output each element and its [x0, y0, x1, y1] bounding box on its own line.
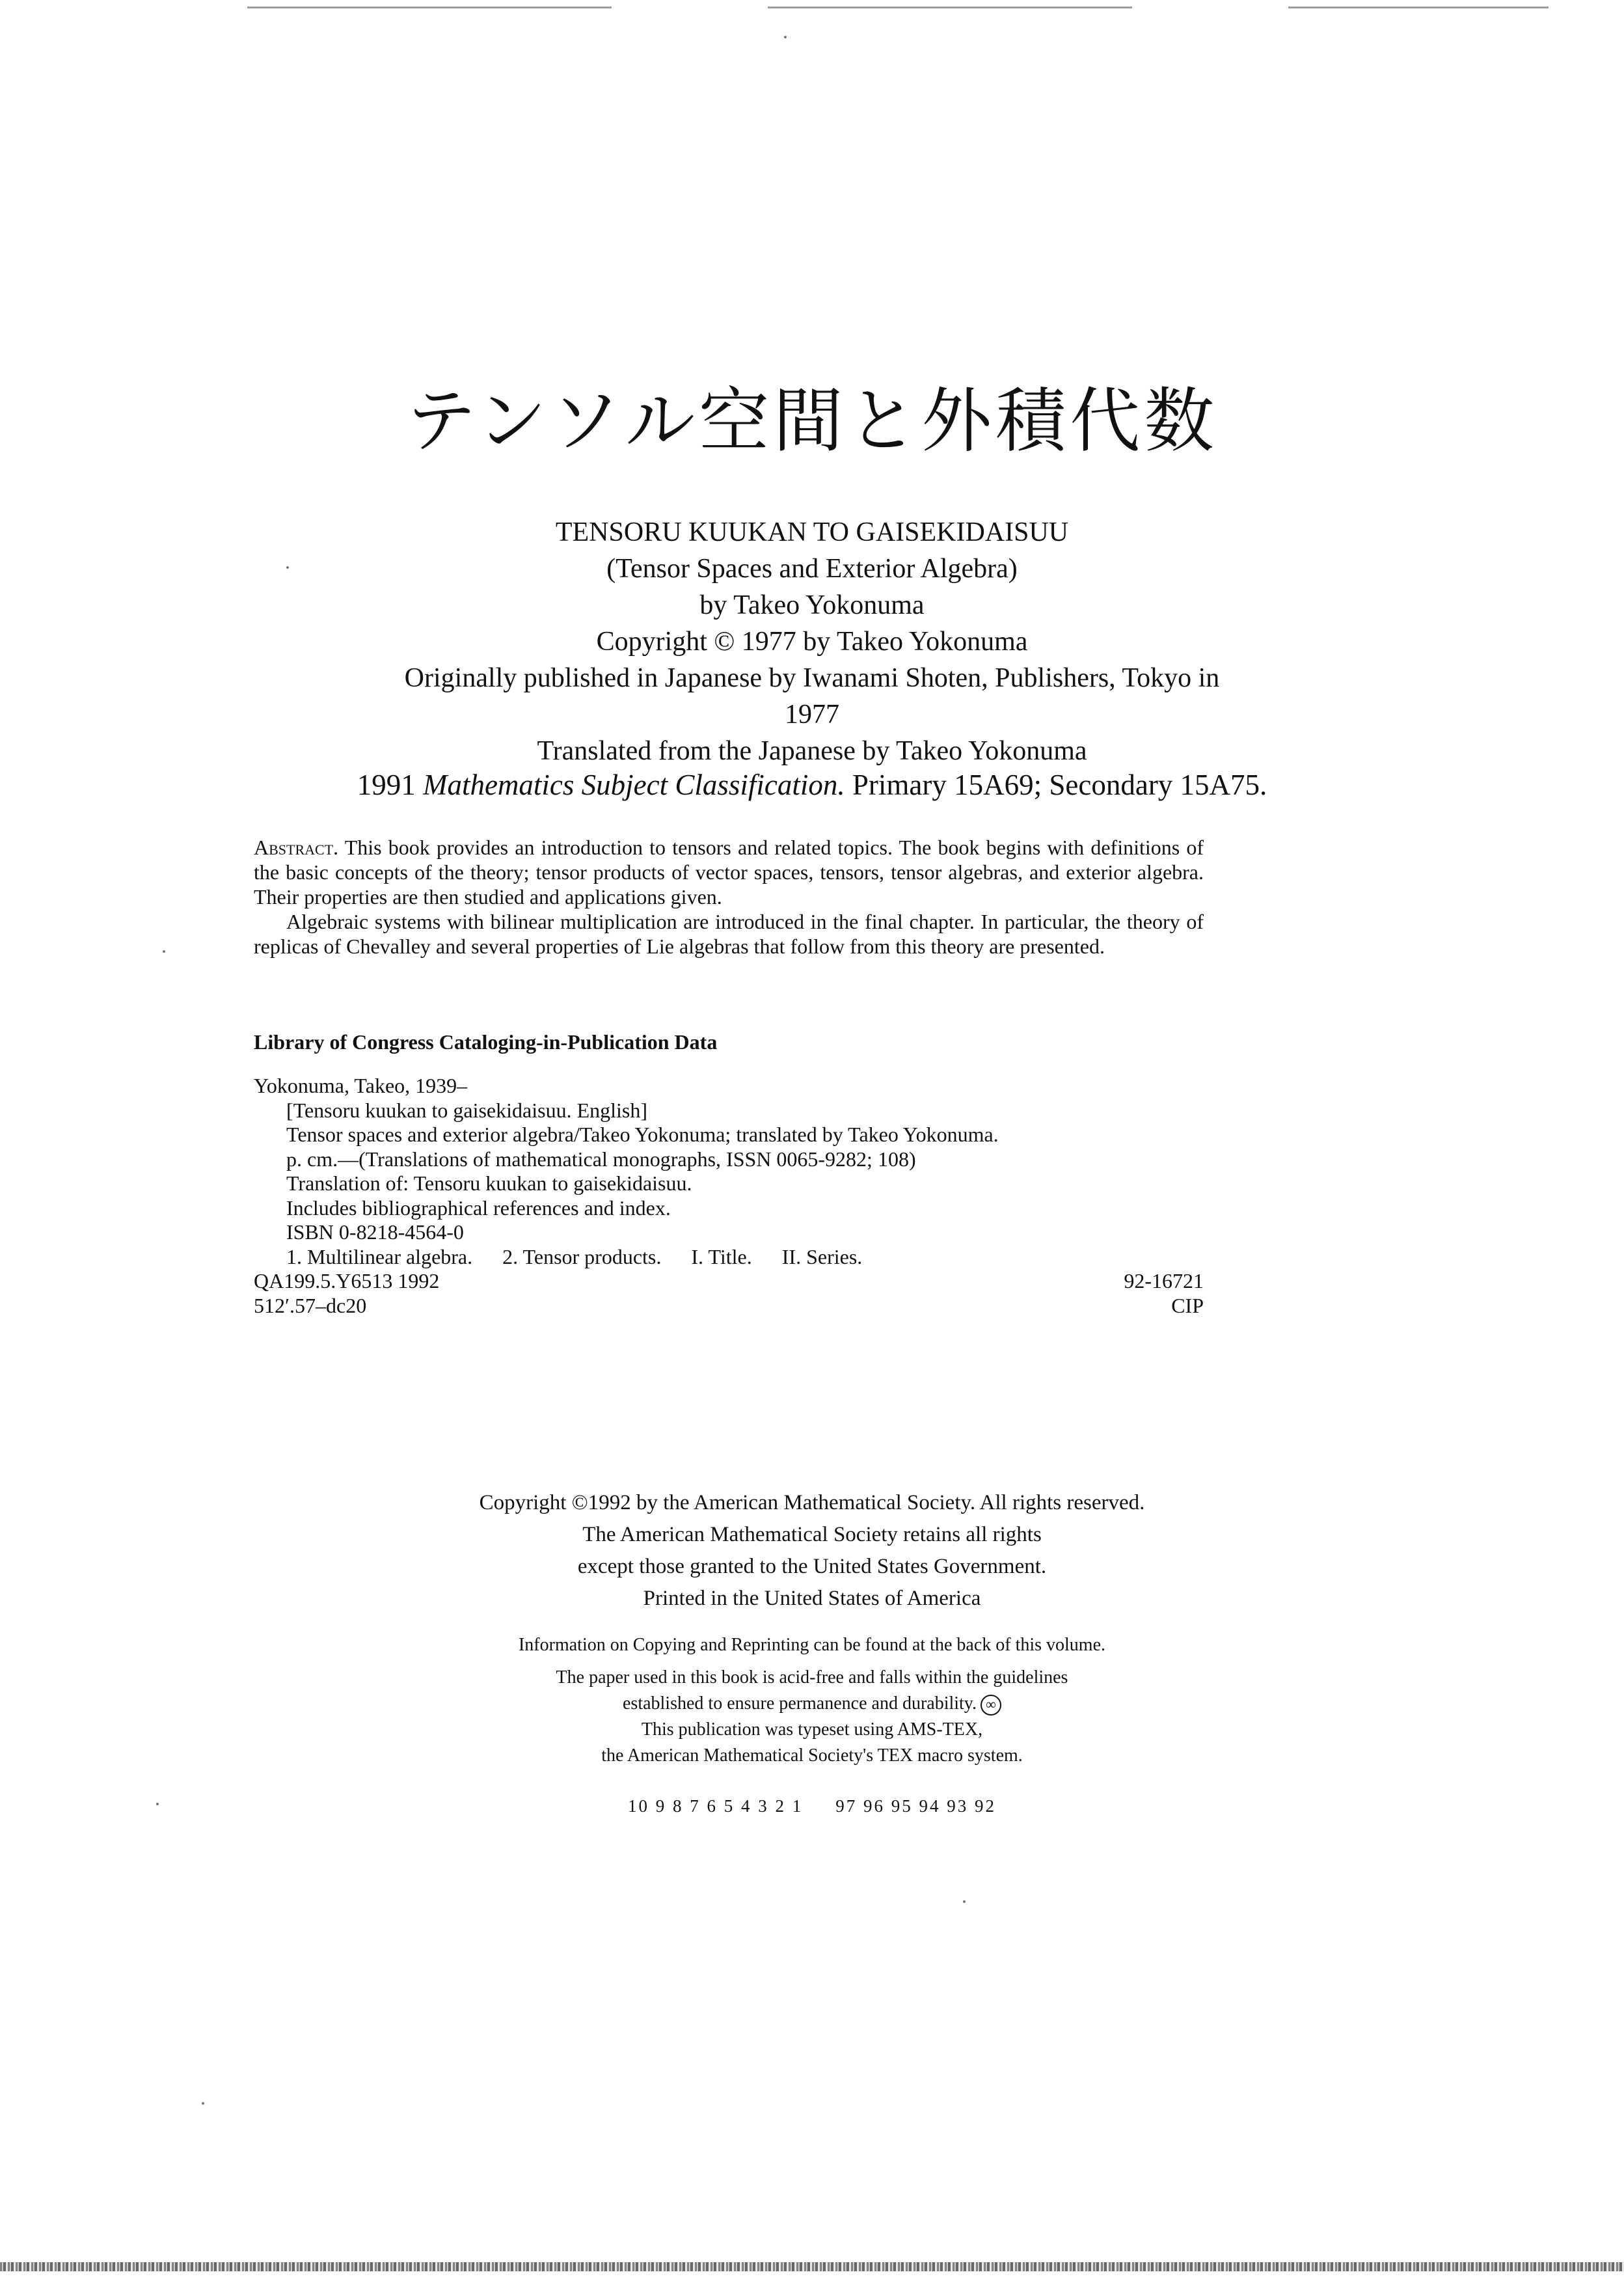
dust-speck	[202, 2102, 204, 2105]
cip-call-number: QA199.5.Y6513 1992	[254, 1269, 440, 1292]
english-title: (Tensor Spaces and Exterior Algebra)	[606, 554, 1018, 584]
scan-edge-line	[768, 7, 1132, 8]
cip-subject: II. Series.	[781, 1244, 863, 1268]
cip-subjects	[254, 1245, 1204, 1270]
impression-numbers: 10 9 8 7 6 5 4 3 2 1	[628, 1796, 804, 1816]
original-publication: Originally published in Japanese by Iwanami Shoten, Publishers, Tokyo in	[404, 663, 1220, 693]
japanese-title: テンソル空間と外積代数	[405, 381, 1219, 462]
dust-speck	[163, 950, 165, 953]
paper-info-line-1: The paper used in this book is acid-free and falls within the guidelines	[556, 1667, 1068, 1688]
dust-speck	[784, 36, 787, 38]
cip-dewey-line	[254, 1294, 1204, 1319]
paper-info-line-2: established to ensure permanence and durability. ∞	[0, 1691, 1624, 1717]
abstract-heading: Abstract.	[254, 836, 339, 859]
year-numbers: 97 96 95 94 93 92	[835, 1796, 996, 1816]
abstract-paragraph-1: This book provides an introduction to tensors and related topics. The book begins with definitions of the basic concepts of the theory; tensor products of vector spaces, tensors, tensor algebras, and exterior algebra. Their properties are then studied and applications given.	[254, 836, 1204, 909]
romanized-title: TENSORU KUUKAN TO GAISEKIDAISUU	[555, 517, 1069, 547]
cip-isbn: ISBN 0-8218-4564-0	[286, 1220, 464, 1244]
cip-subject: 2. Tensor products.	[502, 1244, 662, 1268]
cip-translation-of: Translation of: Tensoru kuukan to gaisekidaisuu.	[286, 1171, 692, 1195]
subject-classification	[0, 768, 1624, 802]
original-copyright: Copyright © 1977 by Takeo Yokonuma	[596, 627, 1028, 657]
cip-includes: Includes bibliographical references and index.	[286, 1196, 671, 1220]
typeset-line-2: the American Mathematical Society's TEX macro system.	[601, 1745, 1023, 1766]
byline: by Takeo Yokonuma	[699, 590, 925, 620]
infinity-permanence-icon: ∞	[981, 1695, 1001, 1716]
ams-government-line: except those granted to the United States Government.	[577, 1555, 1047, 1578]
scan-bottom-edge	[0, 2262, 1624, 2271]
scan-edge-line	[247, 7, 612, 8]
cip-heading: Library of Congress Cataloging-in-Publication Data	[254, 1030, 718, 1054]
cip-record	[254, 1074, 1204, 1318]
dust-speck	[963, 1900, 966, 1903]
ams-copyright-line: Copyright ©1992 by the American Mathematical Society. All rights reserved.	[479, 1491, 1145, 1514]
translation-note: Translated from the Japanese by Takeo Yokonuma	[537, 736, 1087, 766]
cip-subject: I. Title.	[691, 1244, 752, 1268]
ams-rights-line: The American Mathematical Society retains all rights	[582, 1523, 1042, 1546]
cip-subject: 1. Multilinear algebra.	[286, 1244, 473, 1268]
msc-label: Mathematics Subject Classification.	[422, 769, 845, 801]
abstract	[254, 835, 1204, 959]
cip-physical-description: p. cm.—(Translations of mathematical monographs, ISSN 0065-9282; 108)	[286, 1147, 916, 1171]
typeset-line-1: This publication was typeset using AMS-TEX,	[641, 1719, 983, 1740]
cip-call-line	[254, 1269, 1204, 1294]
title-block	[0, 514, 1624, 769]
scan-edge-line	[1288, 7, 1549, 8]
printing-numbers	[0, 1796, 1624, 1816]
msc-codes: Primary 15A69; Secondary 15A75.	[852, 769, 1267, 801]
info-block	[0, 1632, 1624, 1769]
cip-uniform-title: [Tensoru kuukan to gaisekidaisuu. English]	[286, 1098, 647, 1122]
cip-author: Yokonuma, Takeo, 1939–	[254, 1074, 468, 1097]
original-publication-year: 1977	[785, 700, 839, 730]
cip-title-statement: Tensor spaces and exterior algebra/Takeo Yokonuma; translated by Takeo Yokonuma.	[286, 1123, 999, 1146]
cip-lccn: 92-16721	[1124, 1269, 1204, 1292]
ams-copyright-block	[0, 1487, 1624, 1615]
cip-label: CIP	[1171, 1293, 1204, 1317]
msc-year: 1991	[357, 769, 416, 801]
printed-in-line: Printed in the United States of America	[643, 1587, 981, 1610]
abstract-paragraph-2: Algebraic systems with bilinear multiplication are introduced in the final chapter. In particular, the theory of replicas of Chevalley and several properties of Lie algebras that follow from this theory are presented.	[254, 910, 1204, 958]
cip-dewey: 512′.57–dc20	[254, 1293, 367, 1317]
reprinting-info: Information on Copying and Reprinting can be found at the back of this volume.	[518, 1635, 1106, 1655]
